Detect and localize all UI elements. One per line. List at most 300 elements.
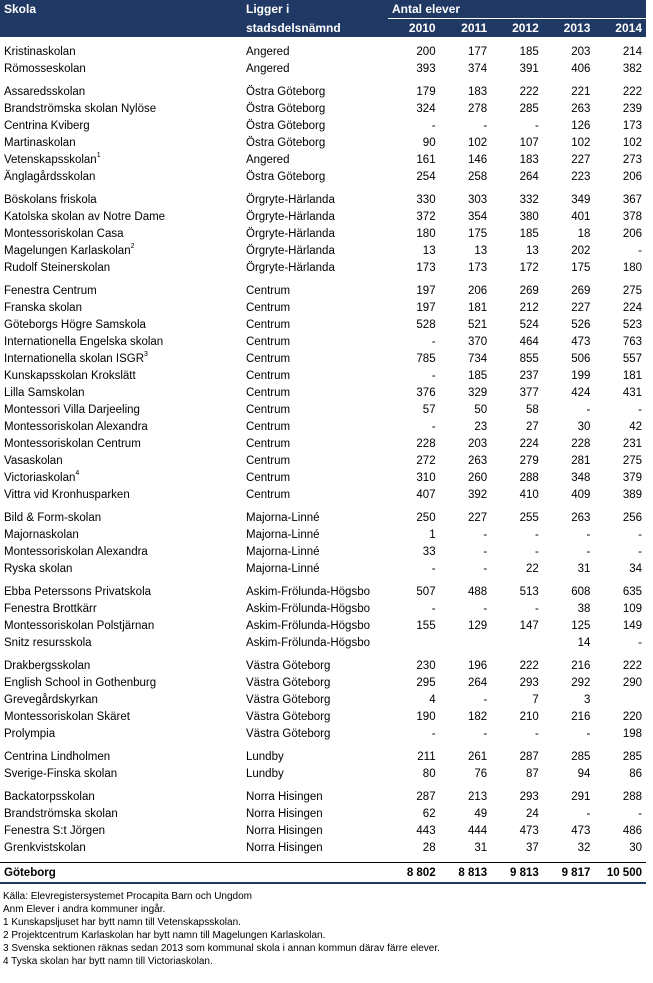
table-header (0, 0, 646, 37)
school-cell (0, 469, 242, 486)
value-cell: 206 (622, 227, 642, 240)
school-name: Internationella skolan ISGR (4, 352, 144, 365)
value-cell: 94 (577, 767, 591, 780)
value-cell: 237 (519, 369, 539, 382)
table-row (0, 100, 646, 117)
value-cell: 291 (571, 790, 591, 803)
value-cell: 211 (417, 750, 436, 763)
value-cell: - (638, 545, 642, 558)
school-name: Martinaskolan (4, 136, 76, 149)
table-row (0, 822, 646, 839)
value-cell: 200 (416, 45, 436, 58)
table-row (0, 83, 646, 100)
value-cell: 22 (525, 562, 539, 575)
table-row (0, 452, 646, 469)
school-cell (0, 83, 242, 100)
footnote-line: 1 Kunskapsljuset har bytt namn till Vetenskapsskolan. (3, 917, 241, 928)
value-cell: 173 (622, 119, 642, 132)
district-cell: Centrum (246, 386, 291, 399)
value-cell: 473 (571, 824, 591, 837)
value-cell: 3 (583, 693, 591, 706)
value-cell: 377 (519, 386, 539, 399)
value-cell (594, 691, 646, 708)
value-cell: 310 (416, 471, 436, 484)
value-cell: - (431, 369, 436, 382)
value-cell: 393 (416, 62, 436, 75)
school-name: Sverige-Finska skolan (4, 767, 118, 780)
value-cell: 264 (519, 170, 539, 183)
school-cell (0, 151, 242, 168)
value-cell: 13 (525, 244, 539, 257)
table-row (0, 117, 646, 134)
school-name: Grenkvistskolan (4, 841, 86, 854)
value-cell: 180 (622, 261, 642, 274)
school-name: Drakbergsskolan (4, 659, 91, 672)
value-cell: 464 (519, 335, 539, 348)
school-name: Rudolf Steinerskolan (4, 261, 111, 274)
value-cell: 348 (571, 471, 591, 484)
district-cell: Centrum (246, 420, 291, 433)
value-cell: 206 (622, 170, 642, 183)
school-name: Brandströmska skolan (4, 807, 118, 820)
school-cell (0, 208, 242, 225)
district-cell: Norra Hisingen (246, 841, 323, 854)
value-cell: 32 (577, 841, 591, 854)
school-cell (0, 435, 242, 452)
value-cell: 198 (622, 727, 642, 740)
value-cell: 227 (468, 511, 488, 524)
table-row (0, 333, 646, 350)
value-cell: 31 (577, 562, 591, 575)
value-cell: 49 (474, 807, 488, 820)
district-cell: Västra Göteborg (246, 710, 331, 723)
value-cell: 258 (468, 170, 488, 183)
value-cell: 161 (416, 153, 436, 166)
school-name: Internationella Engelska skolan (4, 335, 164, 348)
footnote-marker: 3 (144, 350, 148, 358)
value-cell: 293 (519, 790, 539, 803)
value-cell: 278 (468, 102, 488, 115)
school-column-header-blank (0, 19, 242, 38)
value-cell: 443 (416, 824, 436, 837)
school-cell (0, 168, 242, 185)
district-cell: Västra Göteborg (246, 676, 331, 689)
value-cell: 24 (525, 807, 539, 820)
district-cell: Centrum (246, 454, 291, 467)
value-cell: 261 (468, 750, 488, 763)
value-cell: 409 (571, 488, 591, 501)
value-cell: 380 (519, 210, 539, 223)
value-cell: 18 (577, 227, 591, 240)
value-cell: 382 (622, 62, 642, 75)
school-name: Römosseskolan (4, 62, 86, 75)
school-cell (0, 725, 242, 742)
value-cell: 370 (468, 335, 488, 348)
district-cell: Centrum (246, 437, 291, 450)
value-cell: - (638, 403, 642, 416)
value-cell: 228 (571, 437, 591, 450)
school-name: Fenestra Centrum (4, 284, 97, 297)
district-cell: Centrum (246, 335, 291, 348)
table-row (0, 418, 646, 435)
school-cell (0, 60, 242, 77)
school-cell (0, 657, 242, 674)
school-name: Montessori Villa Darjeeling (4, 403, 140, 416)
value-cell: - (431, 602, 436, 615)
value-cell: 222 (519, 85, 539, 98)
value-cell: 203 (468, 437, 488, 450)
school-name: Kristinaskolan (4, 45, 76, 58)
table-row (0, 60, 646, 77)
value-cell: - (638, 636, 642, 649)
value-cell: 488 (468, 585, 488, 598)
value-cell: - (586, 807, 591, 820)
school-cell (0, 191, 242, 208)
school-name: Montessoriskolan Centrum (4, 437, 141, 450)
table-row (0, 367, 646, 384)
value-cell: 392 (468, 488, 488, 501)
value-cell: - (483, 693, 488, 706)
district-cell: Angered (246, 153, 290, 166)
school-name: Montessoriskolan Alexandra (4, 420, 148, 433)
value-cell: 62 (422, 807, 436, 820)
value-cell: 285 (519, 102, 539, 115)
value-cell: 196 (468, 659, 488, 672)
value-cell: 175 (571, 261, 591, 274)
school-cell (0, 543, 242, 560)
value-cell: 126 (571, 119, 591, 132)
table-row (0, 748, 646, 765)
value-cell: 199 (571, 369, 591, 382)
value-cell: 303 (468, 193, 488, 206)
value-cell: 473 (571, 335, 591, 348)
school-name: Katolska skolan av Notre Dame (4, 210, 166, 223)
value-cell: 391 (519, 62, 539, 75)
school-cell (0, 350, 242, 367)
value-cell: 58 (525, 403, 539, 416)
value-cell: 521 (468, 318, 488, 331)
district-cell: Östra Göteborg (246, 170, 326, 183)
table-row (0, 674, 646, 691)
value-cell: 213 (468, 790, 488, 803)
value-cell: 181 (468, 301, 488, 314)
school-cell (0, 748, 242, 765)
year-header: 2010 (388, 19, 440, 38)
year-header: 2012 (491, 19, 543, 38)
value-cell: - (638, 528, 642, 541)
value-cell: 329 (468, 386, 488, 399)
value-cell: 42 (629, 420, 642, 433)
total-district-blank (242, 863, 388, 884)
footnote-marker: 2 (130, 242, 135, 250)
value-cell: 76 (474, 767, 488, 780)
value-cell: 172 (519, 261, 539, 274)
value-cell: 227 (571, 301, 591, 314)
value-cell: 38 (577, 602, 591, 615)
value-cell: 608 (571, 585, 591, 598)
school-cell (0, 822, 242, 839)
table-row (0, 583, 646, 600)
table-row (0, 208, 646, 225)
value-cell: 734 (468, 352, 488, 365)
value-cell: 146 (468, 153, 488, 166)
school-name: Vetenskapsskolan (4, 153, 97, 166)
value-cell: 185 (519, 45, 539, 58)
value-cell: 102 (622, 136, 642, 149)
value-cell: 197 (416, 284, 436, 297)
footnote-line: 3 Svenska sektionen räknas sedan 2013 som kommunal skola i annan kommun därav färre elever. (3, 943, 440, 954)
value-cell: - (638, 807, 642, 820)
value-cell: 102 (468, 136, 488, 149)
district-column-header-line1: Ligger i (242, 0, 388, 19)
school-name: Franska skolan (4, 301, 82, 314)
value-cell: - (638, 244, 642, 257)
district-cell: Askim-Frölunda-Högsbo (246, 585, 370, 598)
value-cell: 27 (525, 420, 539, 433)
district-cell: Västra Göteborg (246, 693, 331, 706)
table-row (0, 657, 646, 674)
value-cell: 406 (571, 62, 591, 75)
table-row (0, 401, 646, 418)
value-cell: - (534, 119, 539, 132)
district-cell: Östra Göteborg (246, 85, 326, 98)
value-cell: 260 (468, 471, 488, 484)
value-cell: 389 (622, 488, 642, 501)
total-value-cell: 8 802 (388, 863, 440, 884)
footnote-marker: 1 (96, 151, 101, 159)
value-cell: 376 (416, 386, 436, 399)
district-cell: Norra Hisingen (246, 790, 323, 803)
value-cell: 264 (468, 676, 488, 689)
district-cell: Västra Göteborg (246, 727, 331, 740)
table-row (0, 316, 646, 333)
value-cell: 230 (416, 659, 436, 672)
school-name: Assaredsskolan (4, 85, 86, 98)
value-cell: 86 (629, 767, 642, 780)
school-name: Majornaskolan (4, 528, 79, 541)
school-name: Centrina Kviberg (4, 119, 90, 132)
value-cell: 279 (519, 454, 539, 467)
school-name: Göteborgs Högre Samskola (4, 318, 146, 331)
total-row (0, 863, 646, 884)
district-cell: Norra Hisingen (246, 807, 323, 820)
school-name: Böskolans friskola (4, 193, 97, 206)
school-name: Fenestra Brottkärr (4, 602, 97, 615)
school-cell (0, 418, 242, 435)
value-cell: 287 (519, 750, 539, 763)
value-cell: 275 (622, 284, 642, 297)
school-name: Montessoriskolan Casa (4, 227, 124, 240)
table-row (0, 242, 646, 259)
value-cell: 330 (416, 193, 436, 206)
value-cell: 410 (519, 488, 539, 501)
district-cell: Centrum (246, 284, 291, 297)
table-body (0, 37, 646, 883)
value-cell: - (534, 727, 539, 740)
table-row (0, 151, 646, 168)
value-cell: 13 (474, 244, 488, 257)
value-cell: 87 (525, 767, 539, 780)
value-cell: 173 (416, 261, 436, 274)
value-cell: 173 (468, 261, 488, 274)
value-cell: 272 (416, 454, 436, 467)
value-cell: 473 (519, 824, 539, 837)
value-cell: 4 (429, 693, 436, 706)
value-cell: 855 (519, 352, 539, 365)
value-cell: 206 (468, 284, 488, 297)
table-row (0, 509, 646, 526)
table-row (0, 282, 646, 299)
school-cell (0, 765, 242, 782)
value-cell: - (586, 403, 591, 416)
value-cell: 221 (571, 85, 591, 98)
school-cell (0, 43, 242, 60)
value-cell: 30 (629, 841, 642, 854)
value-cell: 31 (474, 841, 488, 854)
district-cell: Majorna-Linné (246, 511, 320, 524)
value-cell: 30 (577, 420, 591, 433)
value-cell (440, 634, 492, 651)
school-name: Ryska skolan (4, 562, 73, 575)
district-cell: Norra Hisingen (246, 824, 323, 837)
table-row (0, 708, 646, 725)
district-cell: Östra Göteborg (246, 136, 326, 149)
school-cell (0, 299, 242, 316)
value-cell: 372 (416, 210, 436, 223)
value-cell: 526 (571, 318, 591, 331)
table-row (0, 43, 646, 60)
value-cell: - (431, 119, 436, 132)
value-cell: - (431, 335, 436, 348)
value-cell: 332 (519, 193, 539, 206)
value-cell: 57 (422, 403, 436, 416)
school-cell (0, 486, 242, 503)
value-cell: 28 (422, 841, 436, 854)
school-cell (0, 401, 242, 418)
district-cell: Örgryte-Härlanda (246, 244, 335, 257)
district-cell: Askim-Frölunda-Högsbo (246, 602, 370, 615)
district-cell: Västra Göteborg (246, 659, 331, 672)
district-cell: Örgryte-Härlanda (246, 193, 335, 206)
value-cell: 183 (519, 153, 539, 166)
value-cell: 33 (422, 545, 436, 558)
value-cell: 227 (571, 153, 591, 166)
table-row (0, 691, 646, 708)
district-cell: Centrum (246, 369, 291, 382)
value-cell: 763 (622, 335, 642, 348)
value-cell: 287 (416, 790, 436, 803)
district-cell: Askim-Frölunda-Högsbo (246, 636, 370, 649)
value-cell (491, 634, 543, 651)
value-cell: 50 (474, 403, 488, 416)
district-cell: Örgryte-Härlanda (246, 261, 335, 274)
table-row (0, 725, 646, 742)
value-cell: 222 (622, 85, 642, 98)
table-row (0, 560, 646, 577)
table-row (0, 384, 646, 401)
school-cell (0, 242, 242, 259)
school-cell (0, 384, 242, 401)
value-cell: 224 (519, 437, 539, 450)
value-cell: 285 (571, 750, 591, 763)
school-cell (0, 526, 242, 543)
value-cell: 190 (416, 710, 436, 723)
value-cell: - (586, 545, 591, 558)
table-row (0, 788, 646, 805)
district-cell: Örgryte-Härlanda (246, 227, 335, 240)
school-cell (0, 100, 242, 117)
value-cell: 407 (416, 488, 436, 501)
value-cell: 275 (622, 454, 642, 467)
value-cell: 37 (525, 841, 539, 854)
value-cell: 263 (571, 511, 591, 524)
total-value-cell: 10 500 (594, 863, 646, 884)
table-row (0, 600, 646, 617)
value-cell: - (483, 727, 488, 740)
value-cell: 285 (622, 750, 642, 763)
district-cell: Örgryte-Härlanda (246, 210, 335, 223)
source-note: Källa: Elevregistersystemet Procapita Barn och Ungdom (3, 891, 253, 902)
value-cell (388, 634, 440, 651)
table-row (0, 350, 646, 367)
school-name: Fenestra S:t Jörgen (4, 824, 105, 837)
value-cell: 557 (622, 352, 642, 365)
value-cell: 378 (622, 210, 642, 223)
district-cell: Majorna-Linné (246, 545, 320, 558)
value-cell: 513 (519, 585, 539, 598)
school-cell (0, 691, 242, 708)
table-row (0, 543, 646, 560)
value-cell: 239 (622, 102, 642, 115)
value-cell: 324 (416, 102, 436, 115)
school-name: Änglagårdsskolan (4, 170, 96, 183)
school-cell (0, 117, 242, 134)
value-cell: 109 (622, 602, 642, 615)
total-value-cell: 9 813 (491, 863, 543, 884)
table-row (0, 765, 646, 782)
school-cell (0, 634, 242, 651)
district-cell: Centrum (246, 403, 291, 416)
value-cell: 216 (571, 710, 591, 723)
value-cell: 444 (468, 824, 488, 837)
value-cell: 14 (577, 636, 591, 649)
district-cell: Östra Göteborg (246, 102, 326, 115)
value-cell: 180 (416, 227, 436, 240)
value-cell: 147 (519, 619, 539, 632)
value-cell: 185 (519, 227, 539, 240)
school-cell (0, 452, 242, 469)
value-cell: 486 (622, 824, 642, 837)
value-cell: 125 (571, 619, 591, 632)
school-name: English School in Gothenburg (4, 676, 157, 689)
school-cell (0, 316, 242, 333)
school-cell (0, 333, 242, 350)
district-cell: Centrum (246, 488, 291, 501)
table-row (0, 617, 646, 634)
district-cell: Askim-Frölunda-Högsbo (246, 619, 370, 632)
school-name: Montessoriskolan Polstjärnan (4, 619, 155, 632)
value-cell: - (586, 528, 591, 541)
district-cell: Centrum (246, 301, 291, 314)
school-cell (0, 583, 242, 600)
value-cell: 224 (622, 301, 642, 314)
value-cell: 185 (468, 369, 488, 382)
value-cell: 290 (622, 676, 642, 689)
district-cell: Angered (246, 45, 290, 58)
value-cell: 1 (429, 528, 436, 541)
school-name: Backatorpsskolan (4, 790, 95, 803)
year-header: 2013 (543, 19, 595, 38)
